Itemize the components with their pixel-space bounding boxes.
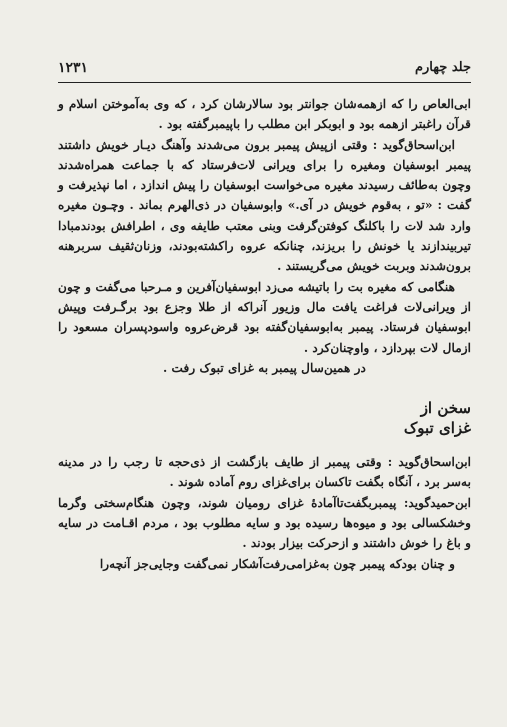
header-rule [58,82,471,83]
running-head: جلد چهارم [414,60,471,75]
page-body [58,94,471,574]
paragraph: ابن‌اسحاق‌گوید : وقتی ازپیش پیمبر برون می‌شدند وآهنگ دیـار خویش داشتند پیمبر ابوسفیان ومغیره را برای ویرانی لات‌فرستاد که با جماعت همراه‌شدند وچون به‌طائف رسیدند مغیره می‌خواست ابوسفیان را پیش اندازد ، اما نپذیرفت و گفت : «تو ، به‌قوم خویش در آی.» وابوسفیان در ذی‌الهرم بماند . وچـون مغیره وارد شد لات را باکلنگ کوفتن‌گرفت وبنی معتب طایفه وی ، اطرافش بودندمبادا تیربیندازند یا خونش را بریزند، چنانکه عروه راکشته‌بودند، وزنان‌ثقیف سربرهنه برون‌شدند وبربت خویش می‌گریستند . [58,137,471,274]
paragraph: ابن‌اسحاق‌گوید : وقتی پیمبر از طایف بازگشت از ذی‌حجه تا رجب را در مدینه به‌سر برد ، آنگاه بگفت تاکسان برای‌غزای روم آماده شوند . [58,455,471,490]
paragraph: و چنان بودکه پیمبر چون به‌غزامی‌رفت‌آشکار نمی‌گفت وجایی‌جز آنچه‌را [99,556,455,571]
page-header [58,58,471,80]
section-heading-line-2: غزای تبوک [403,419,471,438]
section-heading-line-1: سخن از [420,399,471,418]
paragraph: ابی‌العاص را که ازهمه‌شان جوانتر بود سالارشان کرد ، که وی به‌آموختن اسلام و قرآن راغبتر ازهمه بود و ابوبکر ابن مطلب را باپیمبرگفته بود . [58,97,471,132]
paragraph: ابن‌حمیدگوید: پیمبربگفت‌تاآمادهٔ غزای رومیان شوند، وچون هنگام‌سختی وگرما وخشکسالی بود و میوه‌ها رسیده بود و سایه مطلوب بود ، مردم اقـامت در سایه و باغ را خوش داشتند و ازحرکت بیزار بودند . [58,495,471,551]
paragraph: در همین‌سال پیمبر به غزای تبوک رفت . [163,360,366,375]
section-spacer [58,378,471,398]
paragraph: هنگامی که مغیره بت را باتیشه می‌زد ابوسفیان‌آفرین و مـرحبا می‌گفت و چون از ویرانی‌لات فراغت یافت مال وزیور آنراکه از طلا وجزع بود برگـرفت وپیش ابوسفیان فرستاد. پیمبر به‌ابوسفیان‌گفته بود قرض‌عروه واسودپسران مسعود را ازمال لات بپردازد ، واوچنان‌کرد . [58,279,471,355]
page-number: ۱۲۳۱ [58,60,89,76]
